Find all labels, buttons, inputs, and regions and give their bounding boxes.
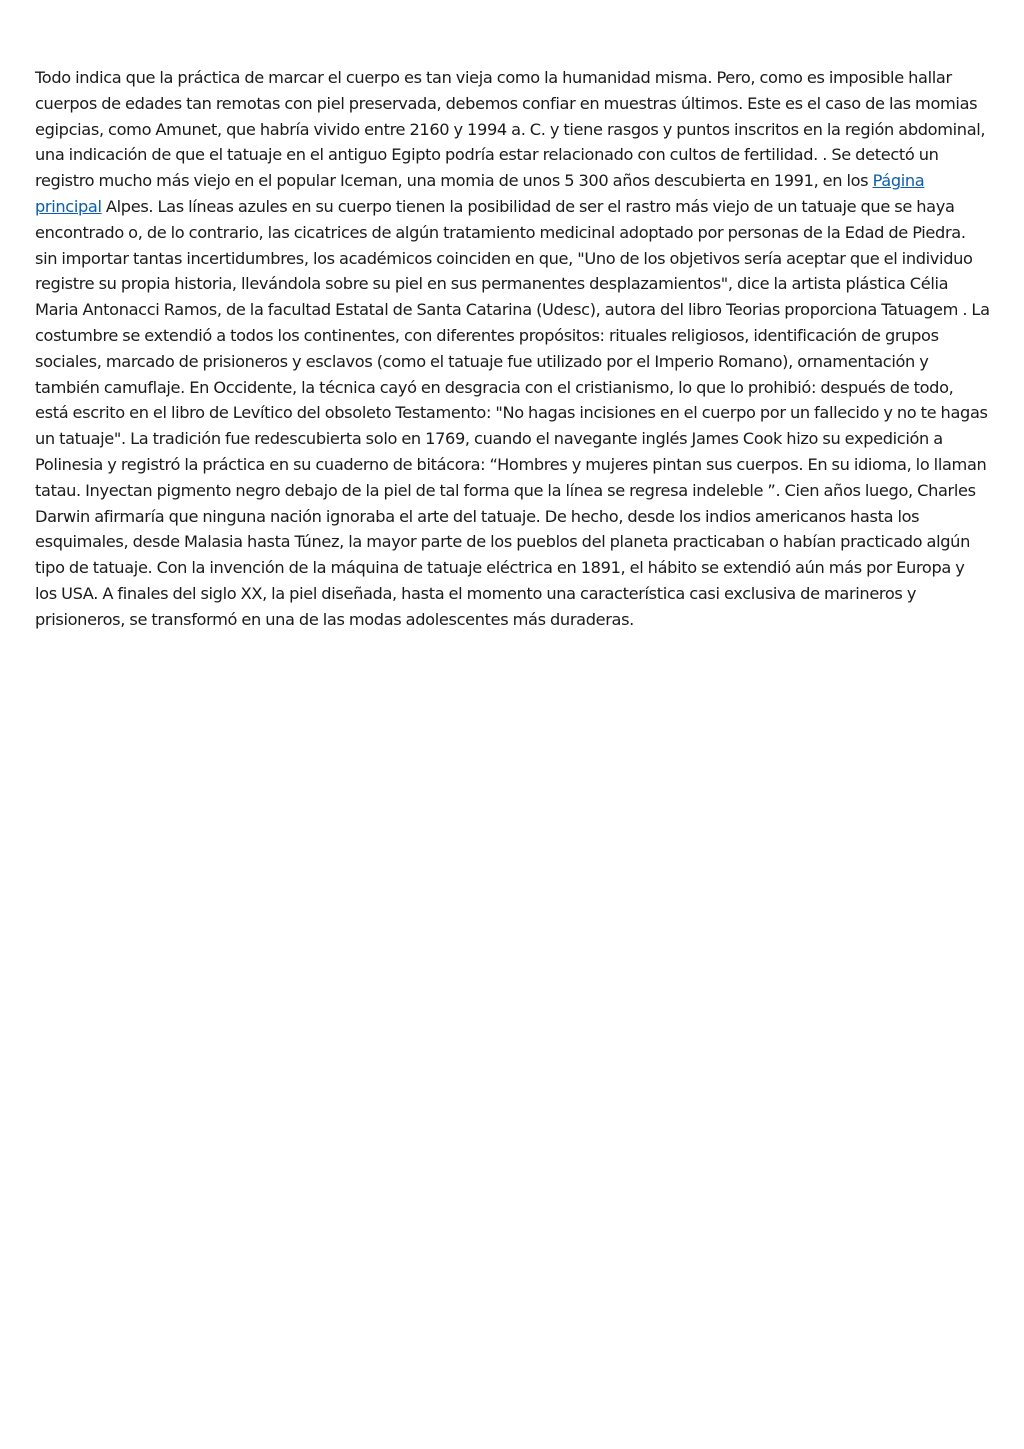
paragraph-text-before-link: Todo indica que la práctica de marcar el cuerpo es tan vieja como la humanidad misma. Pero, como es imposible hallar cuerpos de edades tan remotas con piel preservada, debemos confiar en muestras últimos. Este es el caso de las momias egipcias, como Amunet, que habría vivido entre 2160 y 1994 a. C. y tiene rasgos y puntos inscritos en la región abdominal, una indicación de que el tatuaje en el antiguo Egipto podría estar relacionado con cultos de fertilidad. . Se detectó un registro mucho más viejo en el popular Iceman, una momia de unos 5 300 años descubierta en 1991, en los: [35, 68, 986, 191]
main-page-link[interactable]: Página principal: [35, 171, 925, 216]
document-page: [35, 65, 990, 633]
body-paragraph: [35, 65, 990, 633]
paragraph-text-after-link: Alpes. Las líneas azules en su cuerpo tienen la posibilidad de ser el rastro más viejo de un tatuaje que se haya encontrado o, de lo contrario, las cicatrices de algún tratamiento medicinal adoptado por personas de la Edad de Piedra. sin importar tantas incertidumbres, los académicos coinciden en que, "Uno de los objetivos sería aceptar que el individuo registre su propia historia, llevándola sobre su piel en sus permanentes desplazamientos", dice la artista plástica Célia Maria Antonacci Ramos, de la facultad Estatal de Santa Catarina (Udesc), autora del libro Teorias proporciona Tatuagem . La costumbre se extendió a todos los continentes, con diferentes propósitos: rituales religiosos, identificación de grupos sociales, marcado de prisioneros y esclavos (como el tatuaje fue utilizado por el Imperio Romano), ornamentación y también camuflaje. En Occidente, la técnica cayó en desgracia con el cristianismo, lo que lo prohibió: después de todo, está escrito en el libro de Levítico del obsoleto Testamento: "No hagas incisiones en el cuerpo por un fallecido y no te hagas un tatuaje". La tradición fue redescubierta solo en 1769, cuando el navegante inglés James Cook hizo su expedición a Polinesia y registró la práctica en su cuaderno de bitácora: “Hombres y mujeres pintan sus cuerpos. En su idioma, lo llaman tatau. Inyectan pigmento negro debajo de la piel de tal forma que la línea se regresa indeleble ”. Cien años luego, Charles Darwin afirmaría que ninguna nación ignoraba el arte del tatuaje. De hecho, desde los indios americanos hasta los esquimales, desde Malasia hasta Túnez, la mayor parte de los pueblos del planeta practicaban o habían practicado algún tipo de tatuaje. Con la invención de la máquina de tatuaje eléctrica en 1891, el hábito se extendió aún más por Europa y los USA. A finales del siglo XX, la piel diseñada, hasta el momento una característica casi exclusiva de marineros y prisioneros, se transformó en una de las modas adolescentes más duraderas.: [35, 196, 990, 629]
